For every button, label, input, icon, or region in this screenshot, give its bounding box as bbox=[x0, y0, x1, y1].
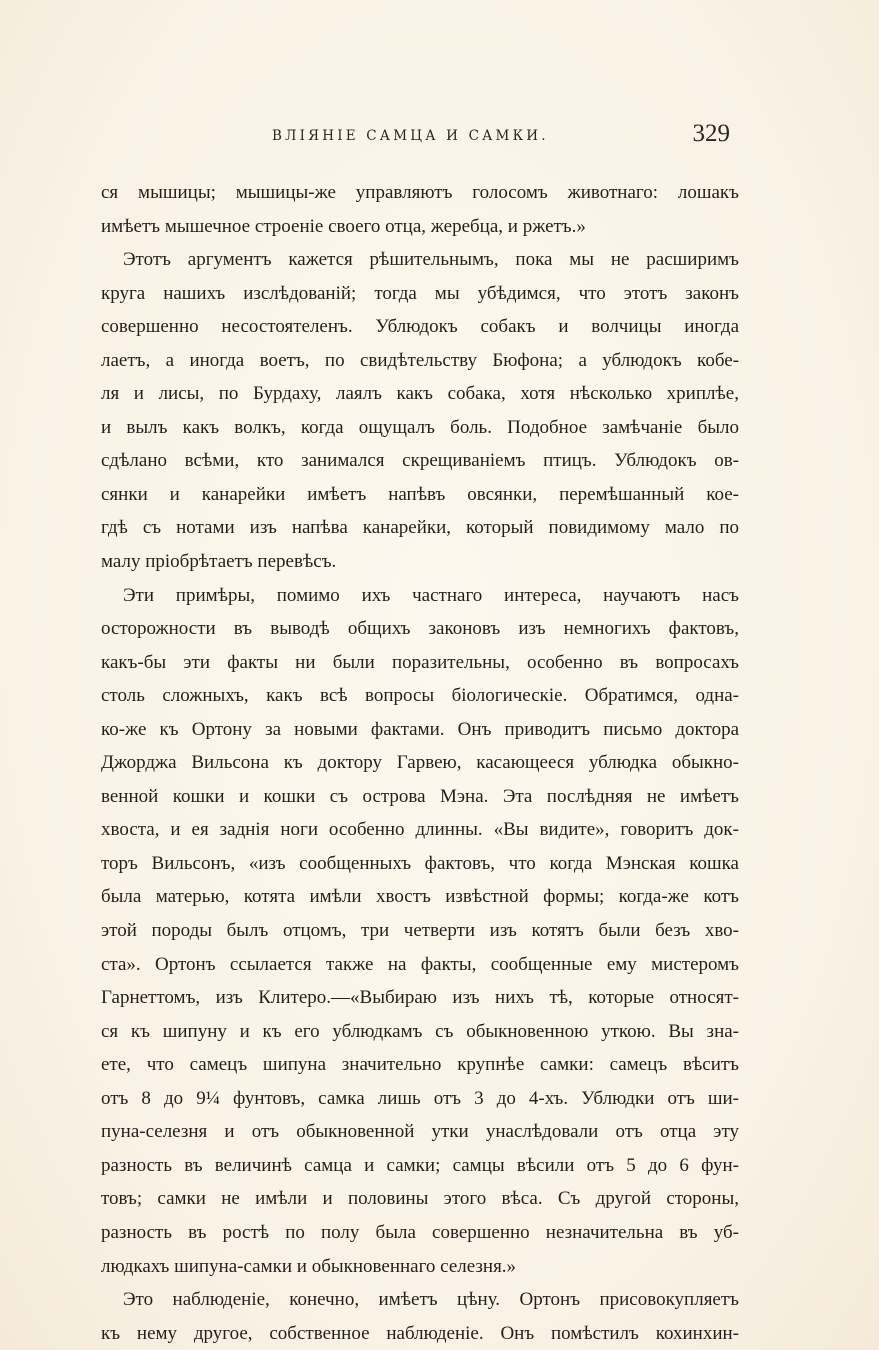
text-line: людкахъ шипуна-самки и обыкновеннаго селезня.» bbox=[101, 1255, 517, 1277]
body-text bbox=[101, 176, 739, 1350]
text-line: Эти примѣры, помимо ихъ частнаго интереса, научаютъ насъ bbox=[123, 584, 739, 606]
text-line: была матерью, котята имѣли хвостъ извѣстной формы; когда-же котъ bbox=[101, 886, 739, 908]
text-line: ля и лисы, по Бурдаху, лаялъ какъ собака, хотя нѣсколько хриплѣе, bbox=[101, 383, 739, 405]
text-line: сдѣлано всѣми, кто занимался скрещиваніемъ птицъ. Ублюдокъ ов- bbox=[101, 450, 739, 472]
running-title: ВЛІЯНІЕ САМЦА И САМКИ. bbox=[272, 128, 549, 144]
text-line: Это наблюденіе, конечно, имѣетъ цѣну. Ортонъ присовокупляетъ bbox=[123, 1289, 739, 1311]
text-line: имѣетъ мышечное строеніе своего отца, жеребца, и ржетъ.» bbox=[101, 215, 586, 237]
text-line: ете, что самецъ шипуна значительно крупнѣе самки: самецъ вѣситъ bbox=[101, 1054, 739, 1076]
text-line: столь сложныхъ, какъ всѣ вопросы біологическіе. Обратимся, одна- bbox=[101, 685, 739, 707]
text-line: Этотъ аргументъ кажется рѣшительнымъ, пока мы не расширимъ bbox=[123, 249, 739, 271]
text-line: торъ Вильсонъ, «изъ сообщенныхъ фактовъ, что когда Мэнская кошка bbox=[101, 852, 739, 874]
text-line: къ нему другое, собственное наблюденіе. Онъ помѣстилъ кохинхин- bbox=[101, 1322, 739, 1344]
text-line: хвоста, и ея заднія ноги особенно длинны. «Вы видите», говоритъ док- bbox=[101, 819, 739, 841]
text-line: разность въ величинѣ самца и самки; самцы вѣсили отъ 5 до 6 фун- bbox=[101, 1154, 739, 1176]
text-line: ся къ шипуну и къ его ублюдкамъ съ обыкновенною уткою. Вы зна- bbox=[101, 1020, 739, 1042]
text-line: малу пріобрѣтаетъ перевѣсъ. bbox=[101, 551, 337, 573]
text-line: Джорджа Вильсона къ доктору Гарвею, касающееся ублюдка обыкно- bbox=[101, 752, 739, 774]
text-line: ко-же къ Ортону за новыми фактами. Онъ приводитъ письмо доктора bbox=[101, 718, 739, 740]
text-line: отъ 8 до 9¼ фунтовъ, самка лишь отъ 3 до 4-хъ. Ублюдки отъ ши- bbox=[101, 1087, 739, 1109]
text-line: ста». Ортонъ ссылается также на факты, сообщенные ему мистеромъ bbox=[101, 953, 739, 975]
text-line: этой породы былъ отцомъ, три четверти изъ котятъ были безъ хво- bbox=[101, 920, 739, 942]
page-header bbox=[100, 122, 740, 152]
text-line: осторожности въ выводѣ общихъ законовъ изъ немногихъ фактовъ, bbox=[101, 618, 739, 640]
text-line: лаетъ, а иногда воетъ, по свидѣтельству Бюфона; а ублюдокъ кобе- bbox=[101, 349, 739, 371]
text-line: Гарнеттомъ, изъ Клитеро.—«Выбираю изъ нихъ тѣ, которые относят- bbox=[101, 987, 739, 1009]
text-line: разность въ ростѣ по полу была совершенно незначительна въ уб- bbox=[101, 1221, 739, 1243]
text-line: гдѣ съ нотами изъ напѣва канарейки, который повидимому мало по bbox=[101, 517, 739, 539]
text-line: сянки и канарейки имѣетъ напѣвъ овсянки, перемѣшанный кое- bbox=[101, 483, 739, 505]
text-line: какъ-бы эти факты ни были поразительны, особенно въ вопросахъ bbox=[101, 651, 739, 673]
text-line: круга нашихъ изслѣдованій; тогда мы убѣдимся, что этотъ законъ bbox=[101, 282, 739, 304]
text-line: венной кошки и кошки съ острова Мэна. Эта послѣдняя не имѣетъ bbox=[101, 785, 739, 807]
text-line: и вылъ какъ волкъ, когда ощущалъ боль. Подобное замѣчаніе было bbox=[101, 416, 739, 438]
page-number: 329 bbox=[692, 120, 730, 147]
text-line: пуна-селезня и отъ обыкновенной утки унаслѣдовали отъ отца эту bbox=[101, 1121, 739, 1143]
text-line: совершенно несостоятеленъ. Ублюдокъ собакъ и волчицы иногда bbox=[101, 316, 739, 338]
text-line: товъ; самки не имѣли и половины этого вѣса. Съ другой стороны, bbox=[101, 1188, 739, 1210]
text-line: ся мышицы; мышицы-же управляютъ голосомъ животнаго: лошакъ bbox=[101, 182, 739, 203]
